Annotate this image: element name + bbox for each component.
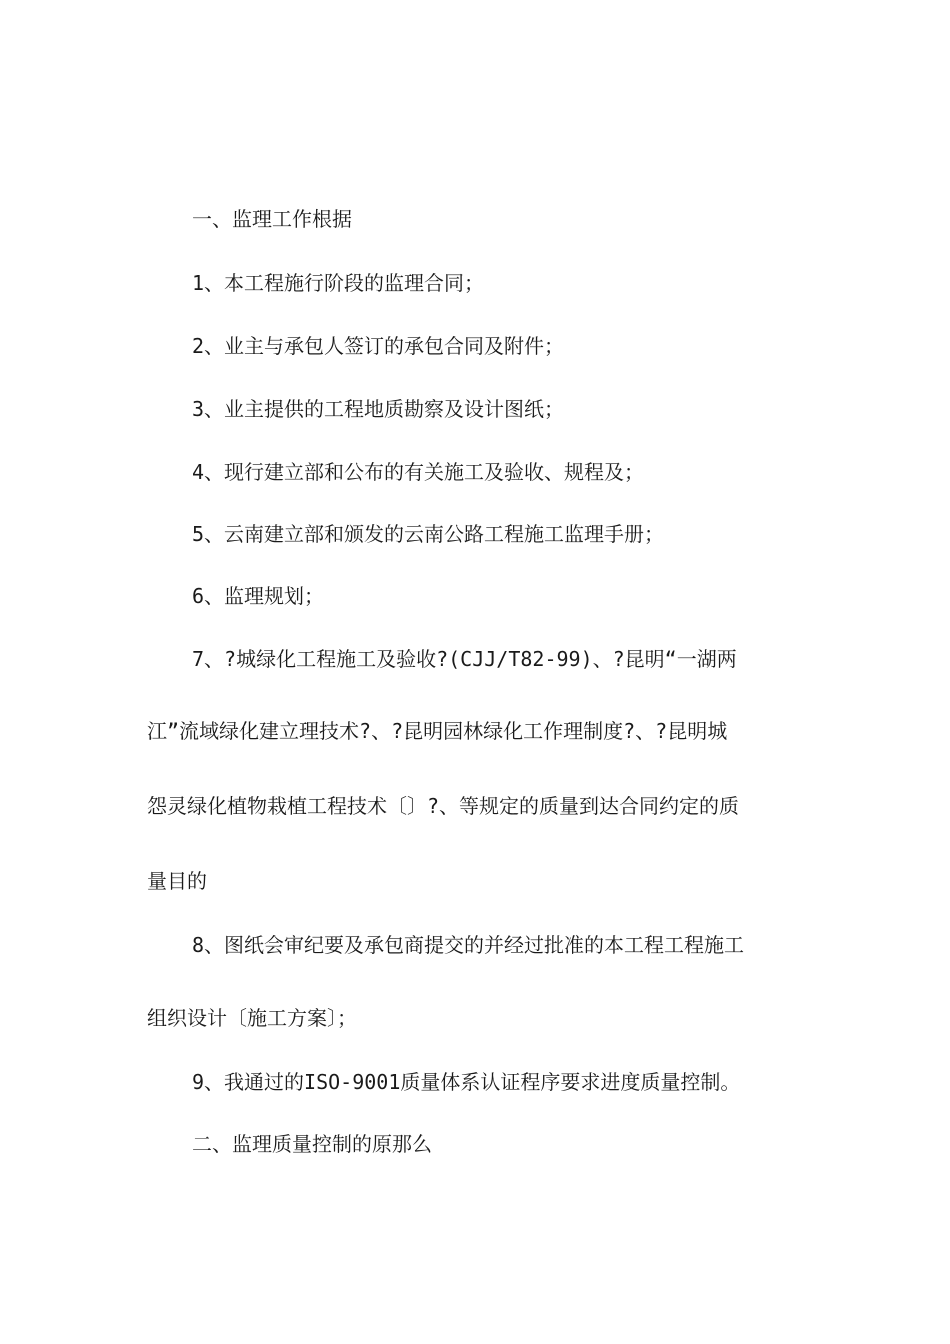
basis-item-9: 9、我通过的ISO-9001质量体系认证程序要求进度质量控制。 (192, 1070, 741, 1094)
basis-item-7-line-1: 7、?城绿化工程施工及验收?(CJJ/T82-99)、?昆明“一湖两 (192, 647, 737, 671)
basis-item-6: 6、监理规划； (192, 584, 325, 608)
basis-item-8-line-2: 组织设计〔施工方案〕； (147, 1006, 357, 1030)
basis-item-7-line-4: 量目的 (147, 869, 207, 893)
basis-item-8-line-1: 8、图纸会审纪要及承包商提交的并经过批准的本工程工程施工 (192, 933, 745, 957)
basis-item-7-line-2: 江”流域绿化建立理技术?、?昆明园林绿化工作理制度?、?昆明城 (147, 719, 728, 743)
basis-item-7-line-3: 怨灵绿化植物栽植工程技术〔〕?、等规定的质量到达合同约定的质 (147, 794, 740, 818)
basis-item-1: 1、本工程施行阶段的监理合同； (192, 271, 485, 295)
basis-item-4: 4、现行建立部和公布的有关施工及验收、规程及； (192, 460, 645, 484)
section-heading-1: 一、监理工作根据 (192, 207, 352, 231)
basis-item-2: 2、业主与承包人签订的承包合同及附件； (192, 334, 565, 358)
section-heading-2: 二、监理质量控制的原那么 (192, 1132, 432, 1156)
basis-item-3: 3、业主提供的工程地质勘察及设计图纸； (192, 397, 565, 421)
basis-item-5: 5、云南建立部和颁发的云南公路工程施工监理手册； (192, 522, 665, 546)
